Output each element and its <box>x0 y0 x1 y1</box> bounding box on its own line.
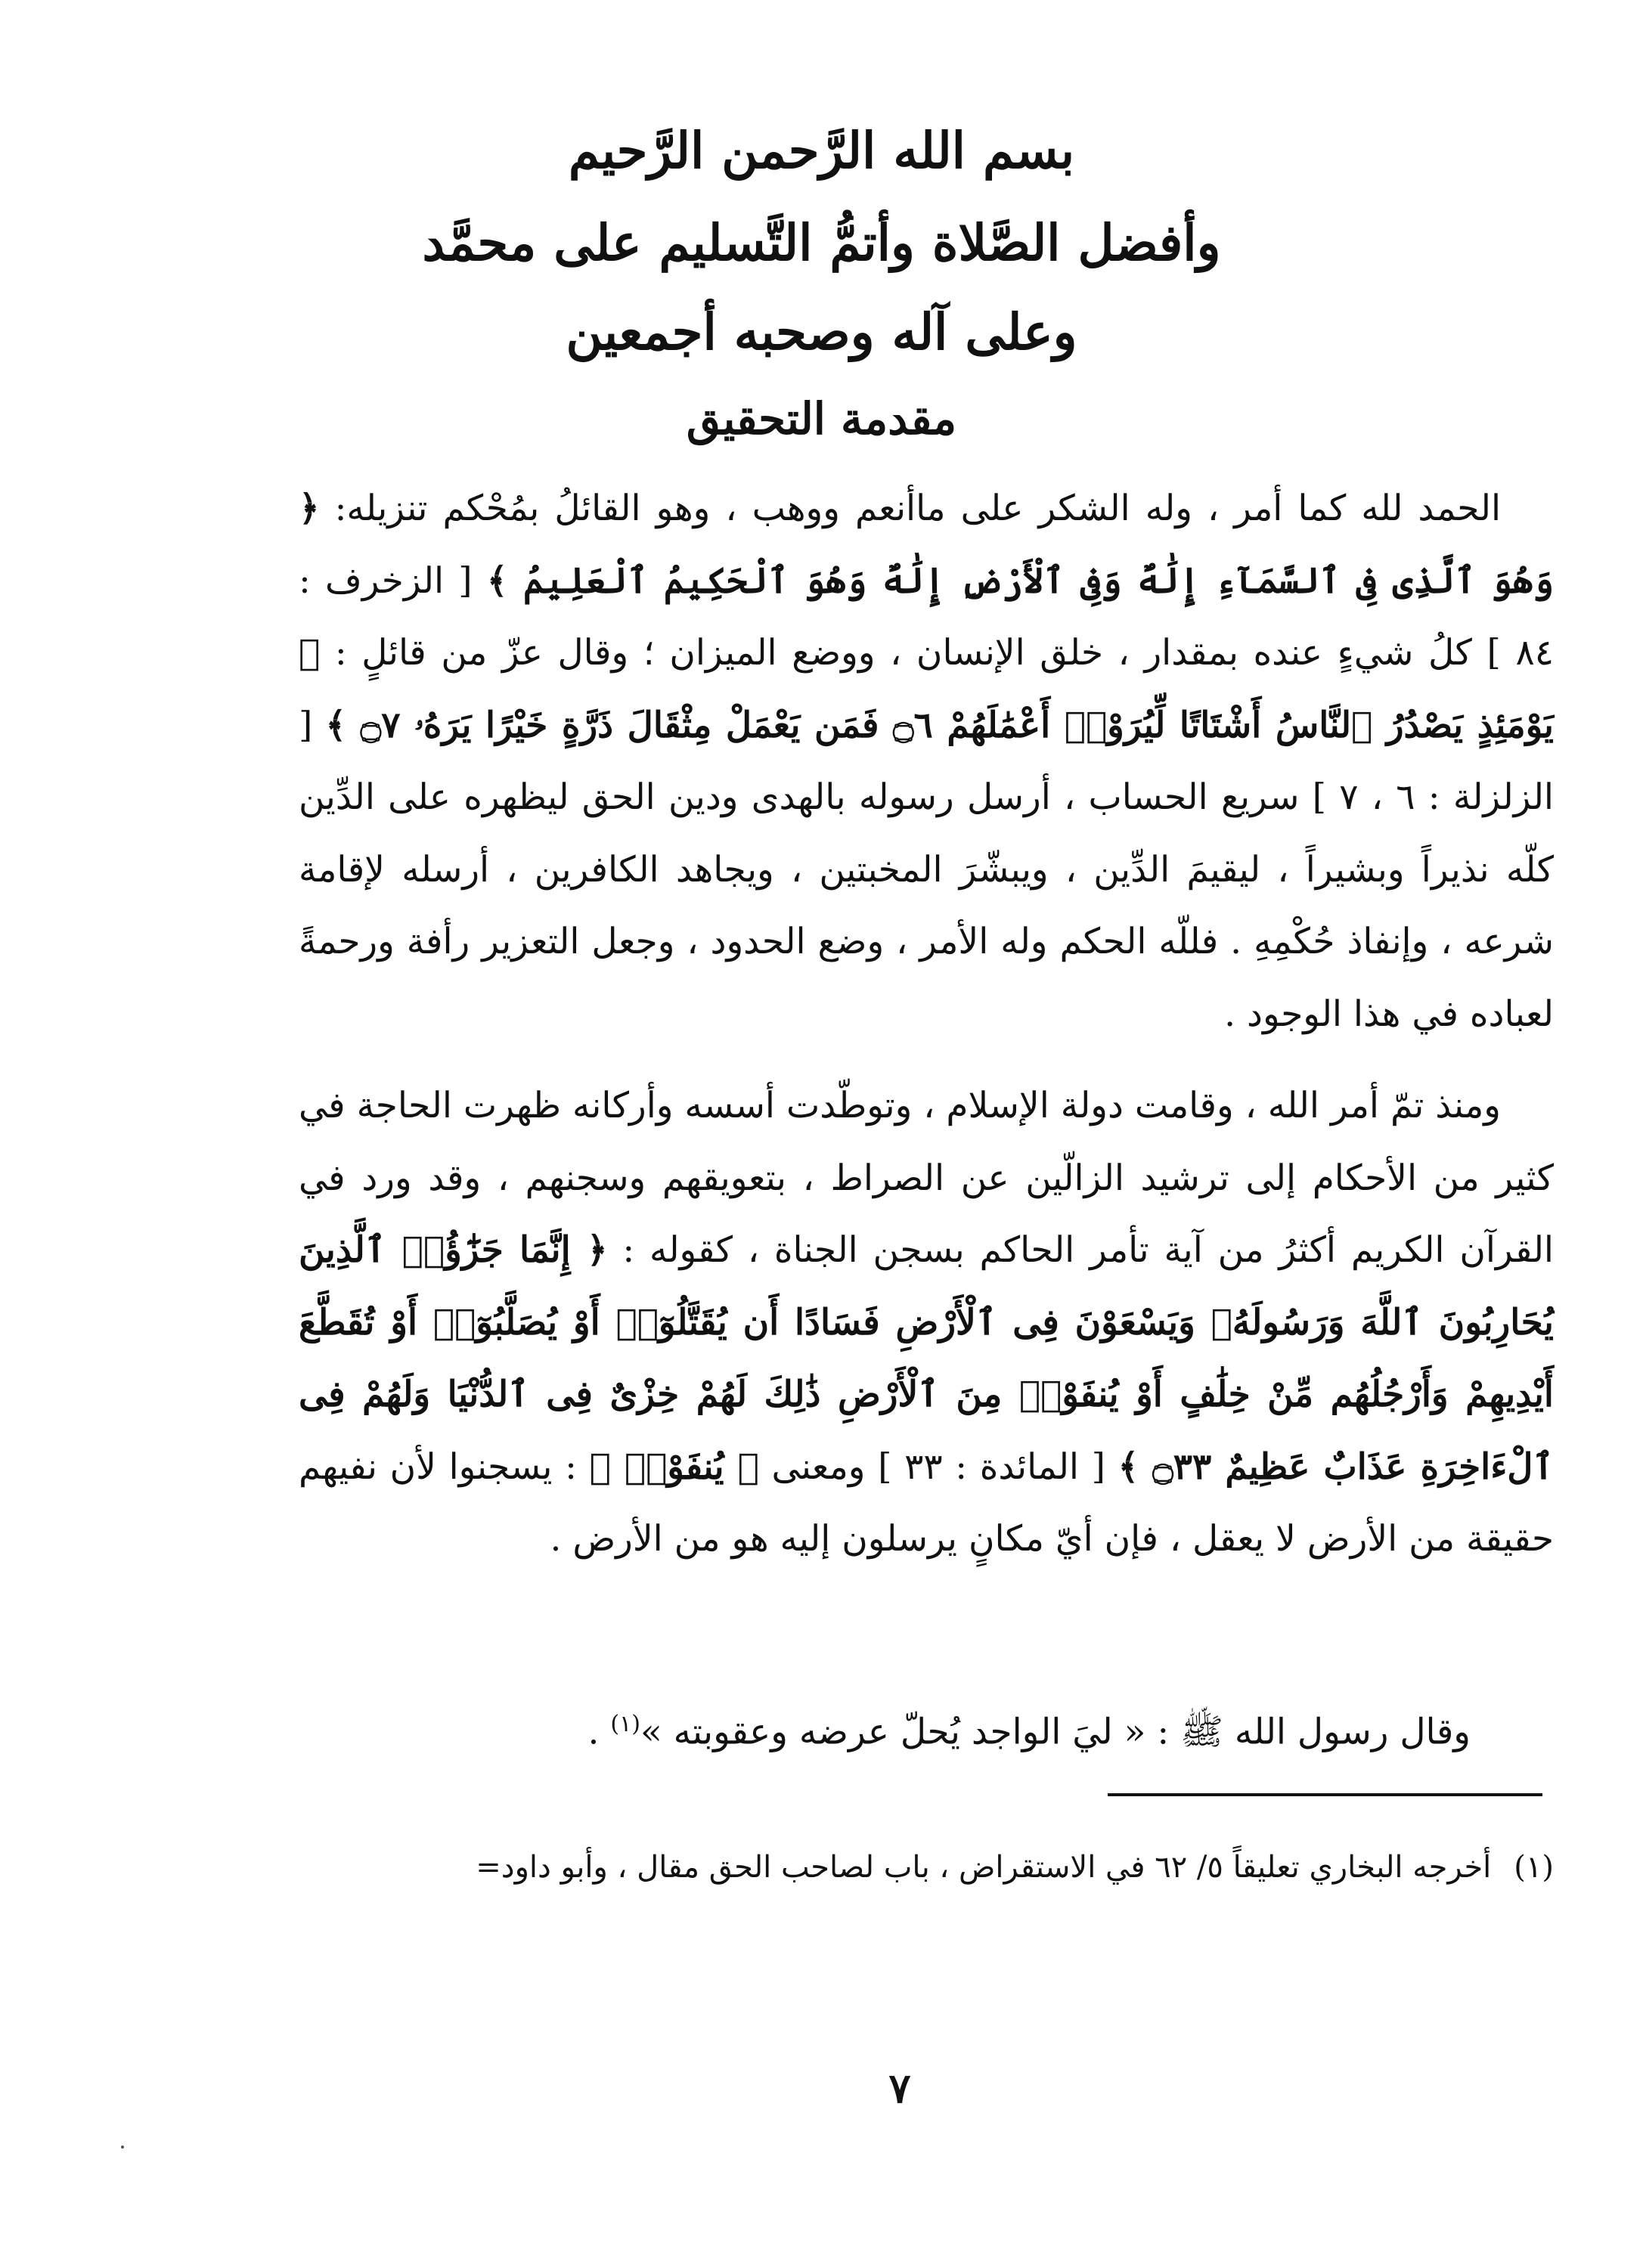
quran-verse-zukhruf: ﴿ وَهُوَ ٱلَّذِى فِى ٱلسَّمَآءِ إِلَٰهٌ وَفِى ٱلْأَرْضِ إِلَٰهٌ وَهُوَ ٱلْحَكِيمُ ٱلْعَلِيمُ ﴾ <box>299 488 1554 602</box>
quran-word-yunfaw: ﴿ يُنفَوْا۟ ﴾ <box>589 1445 759 1488</box>
para1-text-c: [ الزلزلة : ٦ ، ٧ ] سريع الحساب ، أرسل رسوله بالهدى ودين الحق ليظهره على الدِّين كلّه نذيراً وبشيراً ، ليقيمَ الدِّين ، ويبشّرَ المخبتين ، ويجاهد الكافرين ، أرسله لإقامة شرعه ، وإنفاذ حُكْمِهِ . فللّه الحكم وله الأمر ، وضع الحدود ، وجعل التعزير رأفة ورحمةً لعباده في هذا الوجود . <box>299 704 1554 1035</box>
para2-text-c: : يسجنوا لأن نفيهم حقيقة من الأرض لا يعقل ، فإن أيّ مكانٍ يرسلون إليه هو من الأرض . <box>299 1445 1554 1560</box>
footnote-number: (١) <box>1514 1850 1554 1885</box>
intro-paragraph-1 <box>299 472 1554 1050</box>
hadith-paragraph <box>299 1688 1471 1768</box>
footnote-text: أخرجه البخاري تعليقاً ٥/ ٦٢ في الاستقراض ، باب لصاحب الحق مقال ، وأبو داود= <box>476 1850 1492 1885</box>
footnote-separator <box>1108 1793 1542 1796</box>
footnote <box>299 1845 1554 1890</box>
quran-verse-maida: ﴿ إِنَّمَا جَزَٰٓؤُا۟ ٱلَّذِينَ يُحَارِبُونَ ٱللَّهَ وَرَسُولَهُۥ وَيَسْعَوْنَ فِى ٱلْأَرْضِ فَسَادًا أَن يُقَتَّلُوٓا۟ أَوْ يُصَلَّبُوٓا۟ أَوْ تُقَطَّعَ أَيْدِيهِمْ وَأَرْجُلُهُم مِّنْ خِلَٰفٍ أَوْ يُنفَوْا۟ مِنَ ٱلْأَرْضِ ذَٰلِكَ لَهُمْ خِزْىٌ فِى ٱلدُّنْيَا وَلَهُمْ فِى ٱلْءَاخِرَةِ عَذَابٌ عَظِيمٌ ۝٣٣ ﴾ <box>299 1229 1554 1488</box>
scan-speck <box>121 2146 124 2149</box>
salat-heading: وأفضل الصَّلاة وأتمُّ التَّسليم على محمَّد <box>422 213 1221 272</box>
quran-verse-zalzala: ﴿ يَوْمَئِذٍ يَصْدُرُ ٱلنَّاسُ أَشْتَاتًا لِّيُرَوْا۟ أَعْمَٰلَهُمْ ۝٦ فَمَن يَعْمَلْ مِثْقَالَ ذَرَّةٍ خَيْرًا يَرَهُۥ ۝٧ ﴾ <box>299 632 1555 746</box>
para2-text-b: [ المائدة : ٣٣ ] ومعنى <box>758 1445 1118 1488</box>
hadith-end: . <box>587 1711 611 1753</box>
footnote-reference: (١) <box>610 1711 640 1737</box>
para2-text-a: ومنذ تمّ أمر الله ، وقامت دولة الإسلام ، وتوطّدت أسسه وأركانه ظهرت الحاجة في كثير من الأحكام إلى ترشيد الزالّين عن الصراط ، بتعويقهم وسجنهم ، وقد ورد في القرآن الكريم أكثرُ من آية تأمر الحاكم بسجن الجناة ، كقوله : <box>299 1085 1554 1271</box>
para1-text-b: [ الزخرف : ٨٤ ] كلُ شيءٍ عنده بمقدار ، خلق الإنسان ، ووضع الميزان ؛ وقال عزّ من قائلٍ : <box>299 559 1554 674</box>
intro-paragraph-2 <box>299 1070 1554 1576</box>
basmala-heading: بسم الله الرَّحمن الرَّحيم <box>568 121 1075 180</box>
page-number: ٧ <box>888 2064 911 2112</box>
hadith-text: وقال رسول الله ﷺ : « ليَ الواجد يُحلّ عرضه وعقوبته » <box>640 1711 1471 1753</box>
para1-text-a: الحمد لله كما أمر ، وله الشكر على ماأنعم ووهب ، وهو القائلُ بمُحْكم تنزيله: <box>319 488 1501 529</box>
section-title: مقدمة التحقيق <box>686 393 957 445</box>
aal-heading: وعلى آله وصحبه أجمعين <box>566 302 1077 361</box>
